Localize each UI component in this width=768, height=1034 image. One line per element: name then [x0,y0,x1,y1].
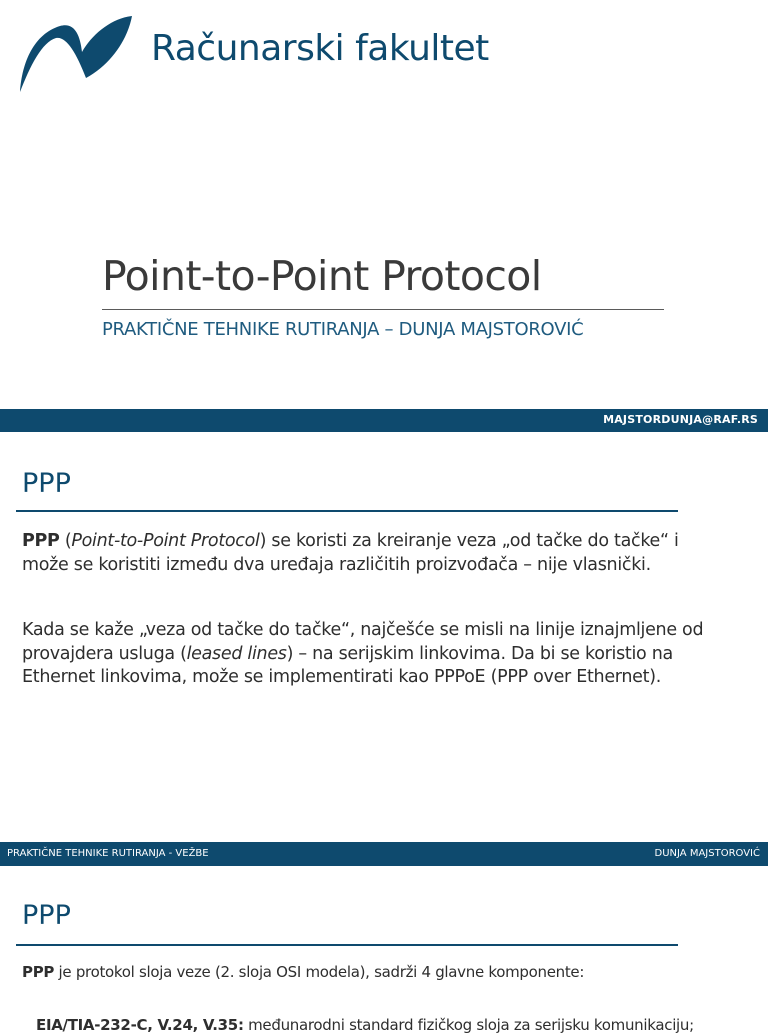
paragraph-line: može se koristiti između dva uređaja različitih proizvođača – nije vlasnički. [22,554,651,575]
paragraph-leased-lines [22,619,742,690]
heading-divider [16,944,678,946]
slide-subtitle: PRAKTIČNE TEHNIKE RUTIRANJA – DUNJA MAJSTOROVIĆ [102,319,584,340]
author-email: MAJSTORDUNJA@RAF.RS [603,413,758,426]
text-span: međunarodni standard fizičkog sloja za serijsku komunikaciju; [243,1016,694,1034]
text-span: provajdera usluga ( [22,643,187,664]
slide-title: Point-to-Point Protocol [102,252,542,300]
paragraph-line: Kada se kaže „veza od tačke do tačke“, najčešće se misli na linije iznajmljene od [22,620,704,640]
title-slide [0,0,768,432]
title-footer-bar [0,409,768,432]
paragraph-line [22,643,742,667]
text-span: ( [59,531,72,551]
title-divider [102,309,664,310]
text-span: ) – na serijskim linkovima. Da bi se koristio na [286,643,673,664]
text-span: je protokol sloja veze (2. sloja OSI modela), sadrži 4 glavne komponente: [54,963,585,981]
content-slide-ppp-2 [0,866,768,1034]
faculty-name: Računarski fakultet [151,28,489,69]
paragraph-ppp-components [22,962,762,982]
paragraph-line [22,530,742,554]
course-footer-label: PRAKTIČNE TEHNIKE RUTIRANJA - VEŽBE [7,848,209,859]
paragraph-line: Ethernet linkovima, može se implementirati kao PPPoE (PPP over Ethernet). [22,667,661,687]
italic-term: leased lines [186,643,287,664]
slide-heading: PPP [22,468,71,499]
slide-heading: PPP [22,900,71,931]
faculty-logo-icon [16,12,136,96]
text-span: ) se koristi za kreiranje veza „od tačke do tačke“ i [259,531,679,551]
author-footer-label: DUNJA MAJSTOROVIĆ [654,848,760,859]
italic-term: Point-to-Point Protocol [71,531,260,551]
paragraph-ppp-definition [22,530,742,577]
content-slide-ppp-1 [0,432,768,866]
heading-divider [16,510,678,512]
content-footer-bar [0,842,768,866]
bold-term: PPP [22,963,55,981]
bold-term: EIA/TIA-232-C, V.24, V.35: [36,1016,244,1034]
list-item [36,1016,694,1034]
bold-term: PPP [22,531,60,551]
